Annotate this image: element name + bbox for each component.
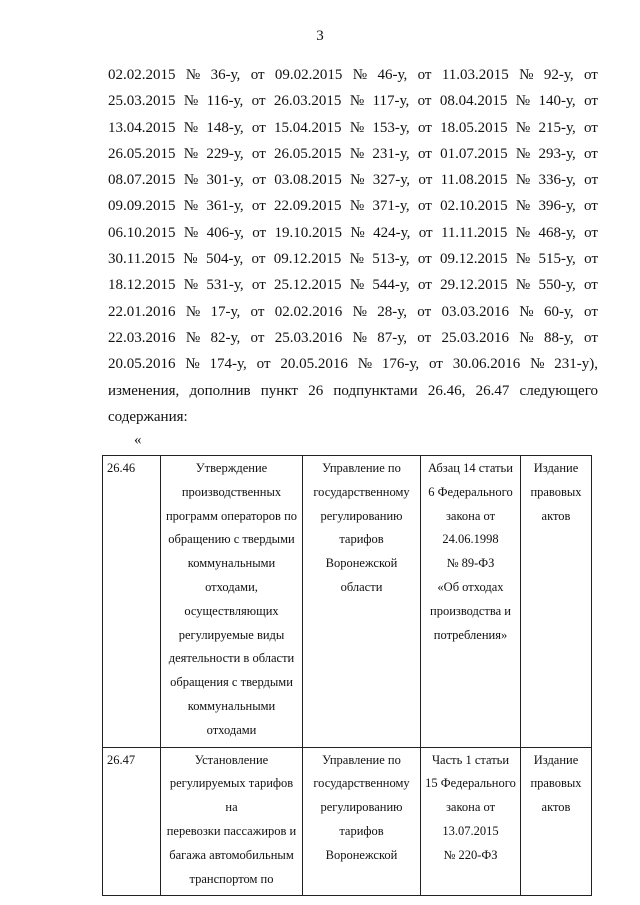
body-word: 87-у, xyxy=(377,329,407,346)
body-word: № xyxy=(349,277,365,294)
body-word: № xyxy=(357,356,373,373)
body-word: № xyxy=(519,67,534,83)
body-word: 26 xyxy=(308,382,324,399)
body-word: от xyxy=(584,251,598,268)
cell-line: коммунальными xyxy=(187,698,276,713)
cell-line: отходами xyxy=(206,722,257,737)
body-word: 424-у, xyxy=(373,224,411,241)
cell-line: Издание xyxy=(533,752,579,767)
subsection-number: 26.46 xyxy=(103,456,161,748)
cell-line: тарифов xyxy=(339,532,384,547)
cell-line: государственному xyxy=(313,776,410,791)
cell-line: актов xyxy=(541,800,571,815)
body-word: № xyxy=(349,145,365,162)
body-word: 18.12.2015 xyxy=(108,277,176,294)
table-row xyxy=(103,456,592,748)
body-word: № xyxy=(515,198,531,215)
body-word: от xyxy=(251,251,266,268)
cell-line: Воронежской xyxy=(325,556,398,571)
body-word: от xyxy=(584,172,598,189)
body-word: 515-у, xyxy=(538,251,576,268)
body-word: от xyxy=(250,67,265,83)
body-word: 01.07.2015 xyxy=(440,145,508,162)
body-word: 468-у, xyxy=(538,224,576,241)
body-word: 25.03.2015 xyxy=(108,93,176,110)
body-word: 19.10.2015 xyxy=(274,224,342,241)
opening-quote-mark: « xyxy=(134,432,142,448)
cell-line: деятельности в области xyxy=(168,651,295,666)
cell-line: 13.07.2015 xyxy=(442,823,499,838)
body-word: 140-у, xyxy=(538,93,576,110)
body-word: от xyxy=(252,172,266,189)
body-word: 117-у, xyxy=(372,93,410,110)
cell-line: № 89-ФЗ xyxy=(446,556,495,571)
body-word: 26.46, xyxy=(427,382,466,399)
cell-line: закона от xyxy=(445,800,496,815)
body-word: № xyxy=(183,277,199,294)
body-word: от xyxy=(584,93,598,110)
body-word: № xyxy=(515,251,531,268)
body-word: 09.02.2015 xyxy=(274,67,343,83)
body-word: № xyxy=(185,356,200,373)
body-word: 18.05.2015 xyxy=(440,119,508,136)
cell-line: Издание xyxy=(533,461,579,475)
body-word: пункт xyxy=(260,382,298,399)
body-word: 231-у, xyxy=(372,145,410,162)
cell-executor xyxy=(303,456,421,748)
body-word: 26.47 xyxy=(475,382,510,399)
body-word: № xyxy=(515,145,531,162)
body-word: 09.12.2015 xyxy=(440,251,508,268)
body-word: 15.04.2015 xyxy=(274,119,342,136)
body-word: от xyxy=(250,329,265,346)
body-word: от xyxy=(417,145,432,162)
cell-line: обращению с твердыми xyxy=(168,532,295,547)
body-word: 30.11.2015 xyxy=(108,251,175,268)
body-word: от xyxy=(252,224,267,241)
body-word: 36-у, xyxy=(210,67,241,83)
cell-line: отходами, xyxy=(205,579,258,594)
body-word: № xyxy=(183,93,199,110)
page-number: 3 xyxy=(316,28,324,44)
body-word: 26.03.2015 xyxy=(273,93,342,110)
body-word: № xyxy=(183,251,198,268)
body-word: изменения, xyxy=(108,382,180,399)
body-word: 327-у, xyxy=(372,172,411,189)
cell-line: Управление по xyxy=(322,461,401,475)
body-word: 26.05.2015 xyxy=(274,145,342,162)
cell-line: багажа автомобильным xyxy=(169,847,294,862)
body-word: № xyxy=(352,67,368,83)
cell-executor xyxy=(303,747,421,896)
cell-name xyxy=(161,456,303,748)
body-word: от xyxy=(251,277,266,294)
body-word: № xyxy=(183,198,199,215)
cell-line: Установление xyxy=(194,752,269,767)
body-word: 116-у, xyxy=(206,93,244,110)
body-line: содержания: xyxy=(108,408,188,425)
body-word: от xyxy=(417,303,432,320)
cell-form xyxy=(521,747,592,896)
body-word: от xyxy=(584,198,598,215)
body-word: № xyxy=(185,303,201,320)
body-word: 30.06.2016 xyxy=(452,356,521,373)
body-word: 03.03.2016 xyxy=(441,303,509,320)
body-word: следующего xyxy=(519,382,598,399)
body-word: 336-у, xyxy=(538,172,576,189)
cell-line: Утверждение xyxy=(195,461,268,475)
body-word: 09.12.2015 xyxy=(273,251,342,268)
body-word: № xyxy=(515,224,531,241)
cell-line: Абзац 14 статьи xyxy=(428,461,513,475)
body-word: 11.03.2015 xyxy=(441,67,509,83)
body-word: от xyxy=(417,67,432,83)
body-word: 229-у, xyxy=(206,145,244,162)
body-word: 29.12.2015 xyxy=(440,277,508,294)
cell-form xyxy=(521,456,592,748)
body-word: 60-у, xyxy=(543,303,574,320)
body-word: № xyxy=(183,119,199,136)
cell-line: транспортом по xyxy=(189,871,274,886)
cell-line: 6 Федерального xyxy=(428,484,513,499)
body-word: дополнив xyxy=(189,382,251,399)
body-word: 11.11.2015 xyxy=(440,224,508,241)
cell-line: производства и xyxy=(430,603,511,618)
body-word: 06.10.2015 xyxy=(108,224,176,241)
body-word: от xyxy=(417,119,432,136)
body-word: 17-у, xyxy=(210,303,241,320)
body-word: 22.09.2015 xyxy=(274,198,342,215)
cell-line: государственному xyxy=(313,484,410,499)
cell-line: закона от xyxy=(445,508,496,523)
body-word: 92-у, xyxy=(543,67,574,83)
subsection-table xyxy=(102,455,592,896)
body-word: № xyxy=(352,329,367,346)
body-word: № xyxy=(515,277,531,294)
cell-line: 24.06.1998 xyxy=(442,532,499,547)
body-word: № xyxy=(183,172,199,189)
body-word: № xyxy=(183,145,199,162)
body-word: 08.07.2015 xyxy=(108,172,176,189)
cell-line: коммунальными xyxy=(187,556,276,571)
body-word: 504-у, xyxy=(205,251,244,268)
body-word: 231-у), xyxy=(554,356,598,373)
body-word: от xyxy=(584,303,598,320)
subsection-number: 26.47 xyxy=(103,747,161,896)
body-word: от xyxy=(418,224,433,241)
cell-basis xyxy=(421,456,521,748)
body-word: от xyxy=(429,356,443,373)
body-word: 03.08.2015 xyxy=(274,172,342,189)
body-word: от xyxy=(418,172,433,189)
body-word: 361-у, xyxy=(206,198,244,215)
body-word: 215-у, xyxy=(538,119,576,136)
body-word: № xyxy=(350,224,365,241)
cell-line: регулируемые виды xyxy=(178,627,285,642)
body-word: 88-у, xyxy=(543,329,574,346)
body-word: 28-у, xyxy=(377,303,407,320)
cell-line: «Об отходах xyxy=(437,579,504,594)
cell-line: тарифов xyxy=(339,823,384,838)
body-word: 20.05.2016 xyxy=(280,356,348,373)
body-word: от xyxy=(584,145,598,162)
body-word: 531-у, xyxy=(206,277,244,294)
body-word: 09.09.2015 xyxy=(108,198,176,215)
body-word: 02.02.2015 xyxy=(108,67,176,83)
cell-line: регулированию xyxy=(320,800,403,815)
body-word: от xyxy=(250,303,265,320)
body-word: 301-у, xyxy=(206,172,244,189)
body-word: 22.01.2016 xyxy=(108,303,176,320)
body-word: 11.08.2015 xyxy=(440,172,508,189)
body-word: от xyxy=(584,277,598,294)
body-word: от xyxy=(417,93,432,110)
body-word: 02.02.2016 xyxy=(274,303,343,320)
cell-line: регулированию xyxy=(320,508,403,523)
body-word: 25.03.2016 xyxy=(274,329,343,346)
body-word: подпунктами xyxy=(333,382,418,399)
cell-line: осуществляющих xyxy=(184,603,279,618)
body-word: 293-у, xyxy=(538,145,576,162)
cell-line: № 220-ФЗ xyxy=(443,847,498,862)
body-word: от xyxy=(584,224,598,241)
body-word: № xyxy=(183,224,199,241)
body-word: 82-у, xyxy=(210,329,241,346)
cell-line: актов xyxy=(541,508,571,523)
cell-line: Управление по xyxy=(322,752,401,767)
body-word: № xyxy=(352,303,367,320)
cell-line: программ операторов по xyxy=(165,508,298,523)
cell-line: области xyxy=(340,579,383,594)
body-word: № xyxy=(185,329,201,346)
body-word: № xyxy=(519,329,534,346)
body-word: от xyxy=(251,198,266,215)
cell-basis xyxy=(421,747,521,896)
body-word: 25.12.2015 xyxy=(274,277,342,294)
cell-name xyxy=(161,747,303,896)
cell-line: перевозки пассажиров и xyxy=(166,823,297,838)
cell-line: 15 Федерального xyxy=(425,776,516,791)
body-word: 371-у, xyxy=(372,198,410,215)
body-word: 153-у, xyxy=(372,119,410,136)
body-word: 174-у, xyxy=(209,356,247,373)
cell-line: обращения с твердыми xyxy=(170,675,293,690)
body-word: от xyxy=(251,93,266,110)
body-word: от xyxy=(417,251,432,268)
body-word: от xyxy=(584,329,598,346)
body-word: № xyxy=(530,356,545,373)
cell-line: правовых xyxy=(530,484,582,499)
body-word: № xyxy=(349,251,364,268)
body-word: от xyxy=(256,356,271,373)
body-word: № xyxy=(350,172,365,189)
cell-line: регулируемых тарифов на xyxy=(169,776,294,815)
body-word: № xyxy=(515,93,531,110)
table-row xyxy=(103,747,592,896)
body-word: 176-у, xyxy=(381,356,420,373)
body-word: от xyxy=(417,329,432,346)
body-word: от xyxy=(251,145,266,162)
body-word: от xyxy=(584,119,598,136)
body-word: 148-у, xyxy=(206,119,244,136)
body-word: 20.05.2016 xyxy=(108,356,176,373)
body-word: от xyxy=(251,119,266,136)
body-word: 22.03.2016 xyxy=(108,329,176,346)
cell-line: Воронежской xyxy=(325,847,398,862)
body-word: 396-у, xyxy=(538,198,576,215)
body-word: № xyxy=(515,172,531,189)
body-word: 406-у, xyxy=(206,224,244,241)
cell-line: Часть 1 статьи xyxy=(431,752,510,767)
cell-line: потребления» xyxy=(433,627,508,642)
body-word: № xyxy=(519,303,534,320)
cell-line: производственных xyxy=(181,484,282,499)
body-word: 544-у, xyxy=(372,277,410,294)
body-word: от xyxy=(417,198,432,215)
body-word: № xyxy=(515,119,531,136)
cell-line: правовых xyxy=(530,776,582,791)
body-word: № xyxy=(185,67,201,83)
body-word: 26.05.2015 xyxy=(108,145,176,162)
body-word: 46-у, xyxy=(377,67,408,83)
body-word: № xyxy=(349,198,365,215)
body-word: 25.03.2016 xyxy=(441,329,509,346)
body-word: 08.04.2015 xyxy=(439,93,508,110)
body-word: № xyxy=(349,119,365,136)
body-word: 13.04.2015 xyxy=(108,119,176,136)
body-word: 513-у, xyxy=(372,251,410,268)
body-word: № xyxy=(349,93,365,110)
body-word: 02.10.2015 xyxy=(440,198,508,215)
body-word: 550-у, xyxy=(538,277,576,294)
body-word: от xyxy=(583,67,598,83)
body-word: от xyxy=(417,277,432,294)
